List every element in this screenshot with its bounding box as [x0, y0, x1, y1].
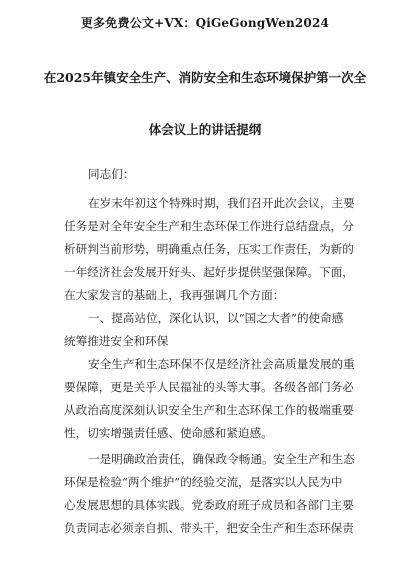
document-title-line-1: 在2025年镇安全生产、消防安全和生态环境保护第一次全	[43, 70, 367, 85]
body-line: 析研判当前形势，明确重点任务，压实工作责任，为新的	[64, 242, 354, 256]
salutation: 同志们：	[88, 167, 135, 181]
section-heading-line: 统筹推进安全和环保	[64, 334, 169, 348]
section-heading-line: 一、提高站位，深化认识，以“国之大者”的使命感	[88, 311, 344, 325]
body-line: 在岁末年初这个特殊时期，我们召开此次会议，主要	[88, 196, 355, 210]
body-line: 环保是检验“两个维护”的经验交流，是落实以人民为中	[64, 475, 343, 489]
promo-header: 更多免费公文+VX：QiGeGongWen2024	[80, 16, 330, 30]
body-line: 心发展思想的具体实践。党委政府班子成员和各部门主要	[64, 498, 354, 512]
body-line: 一是明确政治责任，确保政令畅通。安全生产和生态	[88, 452, 355, 466]
body-line: 安全生产和生态环保不仅是经济社会高质量发展的重	[88, 357, 355, 371]
body-line: 要保障，更是关乎人民福祉的头等大事。各级各部门务必	[64, 380, 354, 394]
body-line: 一年经济社会发展开好头、起好步提供坚强保障。下面，	[64, 265, 354, 279]
body-line: 负责同志必须亲自抓、带头干，把安全生产和生态环保责	[64, 521, 354, 535]
body-line: 任务是对全年安全生产和生态环保工作进行总结盘点，分	[64, 219, 354, 233]
document-title-line-2: 体会议上的讲话提纲	[148, 122, 262, 137]
body-line: 性，切实增强责任感、使命感和紧迫感。	[64, 426, 273, 440]
body-line: 从政治高度深刻认识安全生产和生态环保工作的极端重要	[64, 403, 354, 417]
body-line: 在大家发言的基础上，我再强调几个方面：	[64, 288, 285, 302]
